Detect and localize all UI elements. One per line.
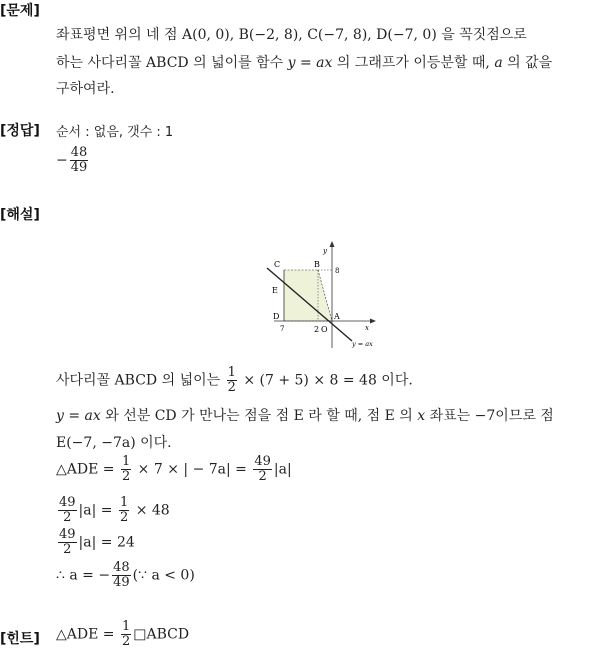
figure-label-A: A <box>334 312 340 321</box>
explanation-line-5-post: × 48 <box>131 502 170 519</box>
explanation-line-5-numerator-2: 1 <box>119 495 129 510</box>
explanation-line-1-post: × (7 + 5) × 8 = 48 이다. <box>238 372 413 389</box>
x-axis-arrow <box>370 319 376 324</box>
hint-numerator: 1 <box>121 619 131 634</box>
explanation-line-4-mid: × 7 × | − 7a| = <box>133 461 252 478</box>
answer-denominator: 49 <box>70 160 88 175</box>
explanation-line-1-fraction <box>227 366 237 395</box>
explanation-line-5-fraction-2 <box>119 496 129 525</box>
problem-line-3: 구하여라. <box>56 81 115 97</box>
explanation-line-4-fraction-1 <box>121 455 131 484</box>
explanation-line-1-denominator: 2 <box>227 380 236 395</box>
explanation-line-5-denominator-2: 2 <box>119 510 129 525</box>
problem-line-2 <box>56 52 552 72</box>
answer-meta: 순서 : 없음, 갯수 : 1 <box>56 125 174 140</box>
problem-line-2-mid: 의 그래프가 이등분할 때, <box>332 55 495 71</box>
figure-label-y: y <box>323 247 327 255</box>
explanation-line-7 <box>56 561 195 590</box>
hint-post: □ABCD <box>133 626 190 643</box>
explanation-line-4-post: |a| <box>273 461 292 478</box>
problem-variable: a <box>494 55 503 71</box>
explanation-line-4-numerator-2: 49 <box>254 454 271 469</box>
explanation-label: [해설] <box>0 207 40 223</box>
figure-label-E: E <box>272 286 278 295</box>
explanation-line-7-fraction <box>112 561 131 590</box>
hint-denominator: 2 <box>121 634 131 649</box>
explanation-line-7-post: (∵ a < 0) <box>132 567 195 584</box>
problem-line-2-pre: 하는 사다리꼴 ABCD 의 넓이를 함수 <box>56 55 288 71</box>
answer-fraction <box>70 146 89 175</box>
figure-label-D: D <box>273 312 280 321</box>
explanation-line-1 <box>56 366 413 395</box>
problem-equation: y = ax <box>287 55 333 71</box>
answer-sign: − <box>56 152 68 169</box>
explanation-line-1-numerator: 1 <box>227 365 236 380</box>
explanation-line-7-numerator: 48 <box>113 560 130 575</box>
explanation-line-4-denominator-1: 2 <box>121 469 131 484</box>
hint-line <box>56 620 189 649</box>
explanation-line-6-fraction <box>58 528 77 557</box>
explanation-line-2-equation: y = ax <box>56 408 101 424</box>
figure-label-x: x <box>365 324 369 332</box>
figure-tick-2: 2 <box>314 325 320 334</box>
figure-label-B: B <box>314 260 320 269</box>
explanation-line-7-pre: ∴ a = − <box>56 567 111 584</box>
problem-line-1: 좌표평면 위의 네 점 A(0, 0), B(−2, 8), C(−7, 8), D(−7, 0) 을 꼭짓점으로 <box>56 27 527 43</box>
trapezoid-figure <box>260 238 390 353</box>
explanation-line-6-denominator: 2 <box>63 542 72 557</box>
explanation-line-5-denominator-1: 2 <box>63 510 72 525</box>
explanation-line-7-denominator: 49 <box>113 575 130 590</box>
explanation-line-4-denominator-2: 2 <box>258 469 267 484</box>
explanation-line-5-fraction-1 <box>58 496 77 525</box>
explanation-line-2 <box>56 405 554 425</box>
explanation-line-6-numerator: 49 <box>59 527 76 542</box>
explanation-line-2-x: x <box>417 408 426 424</box>
explanation-line-5-mid: |a| = <box>78 502 117 519</box>
hint-label: [힌트] <box>0 631 40 647</box>
explanation-line-5 <box>56 496 170 525</box>
answer-numerator: 48 <box>70 145 88 160</box>
y-axis-arrow <box>330 241 335 247</box>
explanation-line-2-post: 좌표는 −7이므로 점 <box>425 408 554 424</box>
answer-value <box>56 146 90 175</box>
explanation-line-4-pre: △ADE = <box>56 461 119 478</box>
problem-line-2-post: 의 값을 <box>502 55 553 71</box>
explanation-line-4-numerator-1: 1 <box>121 454 131 469</box>
figure-line-label: y = ax <box>352 340 373 348</box>
explanation-line-6-post: |a| = 24 <box>78 534 135 551</box>
explanation-line-6 <box>56 528 135 557</box>
answer-label: [정답] <box>0 123 40 139</box>
figure-tick-7: 7 <box>280 325 285 333</box>
figure-tick-8: 8 <box>335 267 340 275</box>
figure-label-C: C <box>274 260 281 269</box>
explanation-line-4-fraction-2 <box>253 455 272 484</box>
hint-fraction <box>121 620 131 649</box>
explanation-line-5-numerator-1: 49 <box>59 495 76 510</box>
figure-label-O: O <box>321 325 328 334</box>
explanation-line-4 <box>56 455 292 484</box>
explanation-line-1-pre: 사다리꼴 ABCD 의 넓이는 <box>56 372 225 389</box>
explanation-line-2-text: 와 선분 CD 가 만나는 점을 점 E 라 할 때, 점 E 의 <box>100 408 418 424</box>
explanation-line-3: E(−7, −7a) 이다. <box>56 435 172 451</box>
hint-pre: △ADE = <box>56 626 119 643</box>
problem-label: [문제] <box>0 3 40 19</box>
